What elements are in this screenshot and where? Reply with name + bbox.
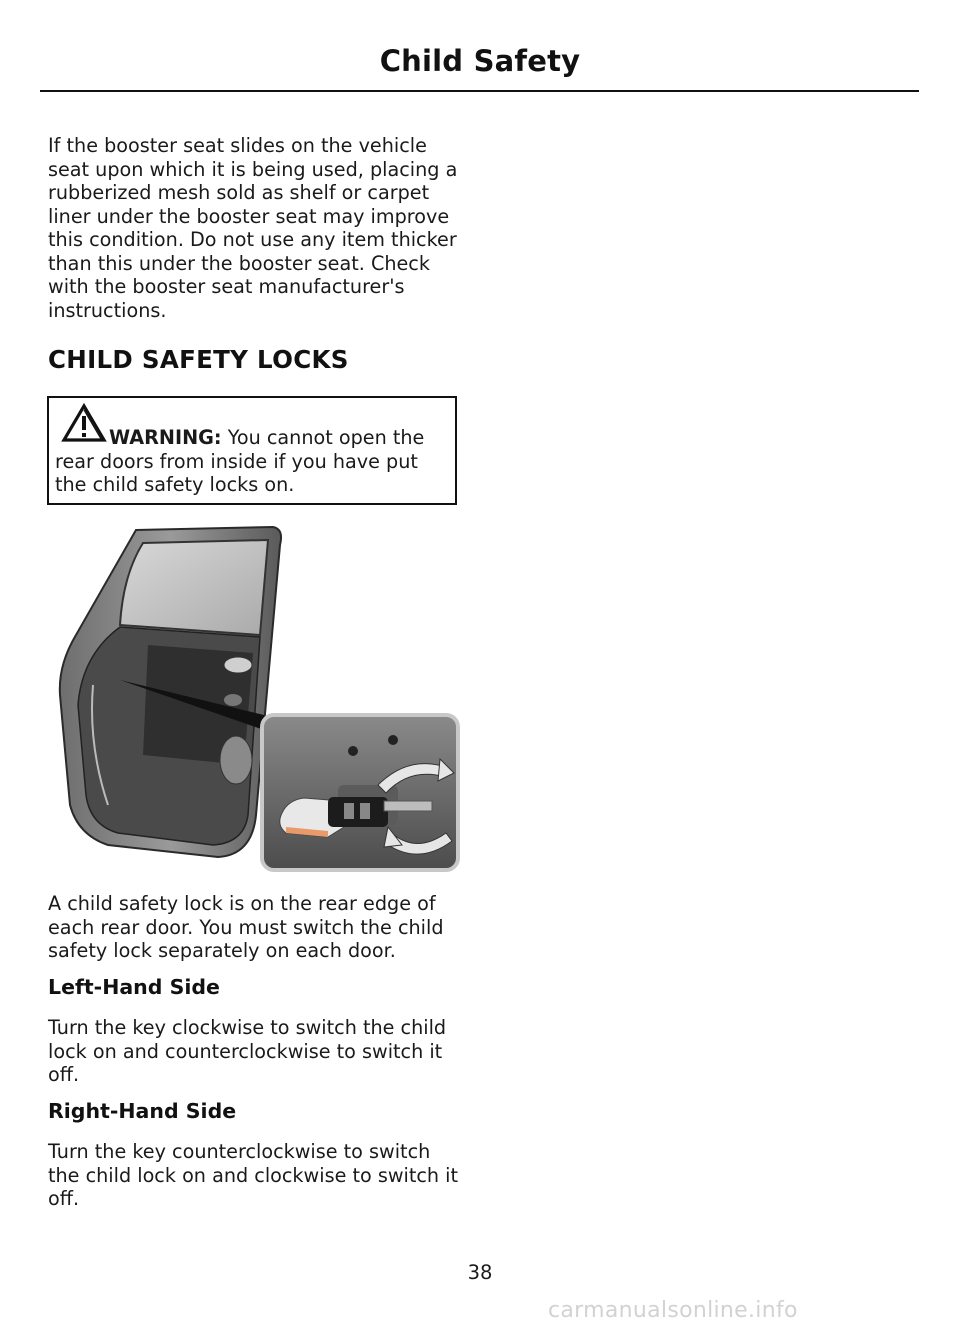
right-hand-side-section: [48, 1140, 460, 1211]
warning-message: You cannot open the rear doors from inside if you have put the child safety locks on.: [55, 426, 425, 496]
warning-label: WARNING:: [109, 426, 222, 449]
rear-door-illustration: [60, 527, 281, 857]
right-hand-side-text: Turn the key counterclockwise to switch the child lock on and clockwise to switch it off.: [48, 1140, 459, 1210]
page-title: Child Safety: [379, 44, 581, 78]
left-hand-side-section: [48, 1016, 460, 1087]
watermark-text: carmanualsonline.info: [548, 1298, 798, 1323]
warning-box: [47, 396, 457, 505]
location-paragraph: A child safety lock is on the rear edge of each rear door. You must switch the child safety lock separately on each door.: [48, 892, 444, 962]
section-heading: CHILD SAFETY LOCKS: [48, 345, 349, 374]
child-lock-figure: [48, 515, 463, 875]
right-hand-side-heading: Right-Hand Side: [48, 1099, 237, 1123]
left-hand-side-text: Turn the key clockwise to switch the child lock on and counterclockwise to switch it off.: [48, 1016, 447, 1086]
page-number: 38: [467, 1261, 493, 1284]
intro-paragraph: If the booster seat slides on the vehicle seat upon which it is being used, placing a rubberized mesh sold as shelf or carpet liner under the booster seat may improve this condition. Do not use any item thicker than this under the booster seat. Check with the booster seat manufacturer's instructions.: [48, 134, 458, 322]
key-in-lock-inset: [262, 715, 458, 870]
location-section: [48, 892, 460, 963]
header-divider: [40, 90, 919, 92]
warning-text: [55, 426, 453, 497]
left-hand-side-heading: Left-Hand Side: [48, 975, 220, 999]
intro-section: [48, 134, 460, 322]
